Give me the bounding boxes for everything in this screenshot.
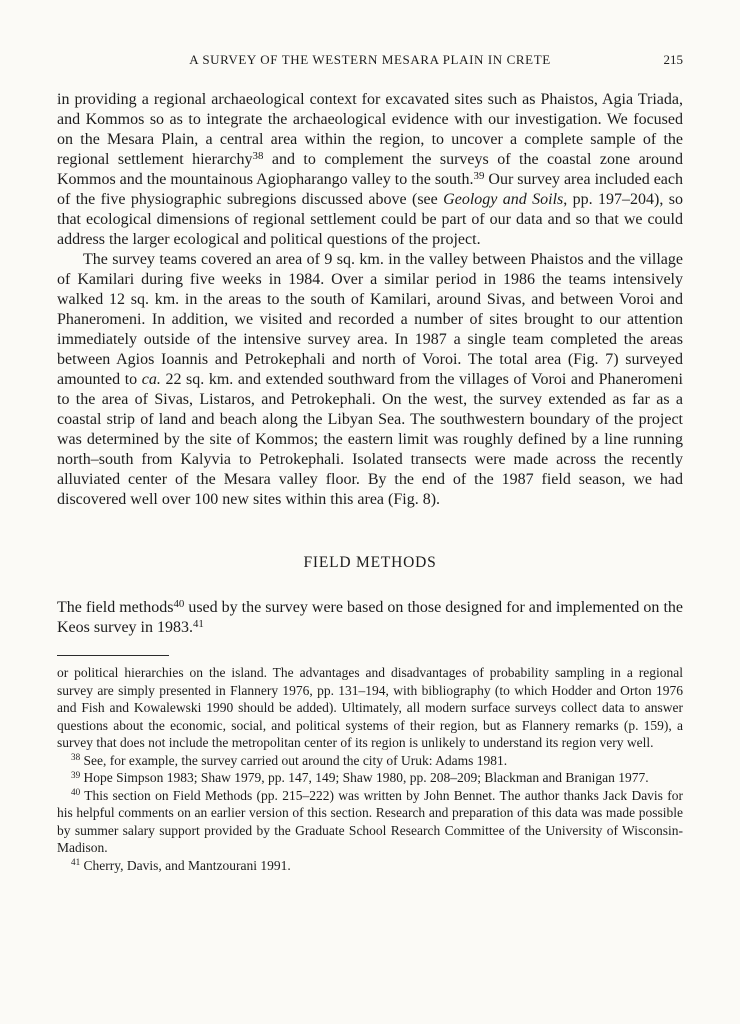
- body-text: [57, 90, 683, 510]
- page-header: [57, 52, 683, 69]
- footnote-separator-rule: [57, 655, 169, 656]
- footnote-39: $^{39}$ Hope Simpson 1983; Shaw 1979, pp. 147, 149; Shaw 1980, pp. 208–209; Blackman and Branigan 1977.: [71, 769, 649, 785]
- footnote-continuation: or political hierarchies on the island. The advantages and disadvantages of probability sampling in a regional survey are simply presented in Flannery 1976, pp. 131–194, with bibliography (to which Hodder and Orton 1976 and Fish and Kowalewski 1990 should be added). Ultimately, all modern surface surveys collect data to answer questions about the economic, social, and political systems of their region, but as Flannery remarks (p. 159), a survey that does not include the metropolitan center of its region is unlikely to understand its region very well.: [57, 665, 683, 750]
- paragraph: The survey teams covered an area of 9 sq. km. in the valley between Phaistos and the village of Kamilari during five weeks in 1984. Over a similar period in 1986 the teams intensively walked 12 sq. km. in the areas to the south of Kamilari, around Sivas, and between Voroi and Phaneromeni. In addition, we visited and recorded a number of sites brought to our attention immediately outside of the intensive survey area. In 1987 a single team completed the areas between Agios Ioannis and Petrokephali and north of Voroi. The total area (Fig. 7) surveyed amounted to ca. 22 sq. km. and extended southward from the villages of Voroi and Phaneromeni to the area of Sivas, Listaros, and Petrokephali. On the west, the survey extended as far as a coastal strip of land and beach along the Libyan Sea. The southwestern boundary of the project was determined by the site of Kommos; the eastern limit was roughly defined by a line running north–south from Kalyvia to Petrokephali. Isolated transects were made across the recently alluviated center of the Mesara valley floor. By the end of the 1987 field season, we had discovered well over 100 new sites within this area (Fig. 8).: [57, 251, 683, 508]
- footnote-40: $^{40}$ This section on Field Methods (pp. 215–222) was written by John Bennet. The author thanks Jack Davis for his helpful comments on an earlier version of this section. Research and preparation of this data was made possible by summer salary support provided by the Graduate School Research Committee of the University of Wisconsin-Madison.: [57, 787, 683, 855]
- footnote-38: $^{38}$ See, for example, the survey carried out around the city of Uruk: Adams 1981.: [71, 752, 508, 768]
- running-title: A SURVEY OF THE WESTERN MESARA PLAIN IN CRETE: [189, 52, 551, 67]
- footnote-41: $^{41}$ Cherry, Davis, and Mantzourani 1991.: [71, 857, 291, 873]
- page-number: 215: [663, 52, 683, 67]
- footnotes: [57, 664, 683, 874]
- paragraph: The field methods$^{40}$ used by the survey were based on those designed for and implemented on the Keos survey in 1983.41: [57, 598, 683, 636]
- section-heading: FIELD METHODS: [303, 554, 437, 571]
- paragraph-continuation: in providing a regional archaeological context for excavated sites such as Phaistos, Agia Triada, and Kommos so as to integrate the archaeological evidence with our investigation. We focused on the Mesara Plain, a central area within the region, to uncover a complete sample of the regional settlement hierarchy$^{38}$ and to complement the surveys of the coastal zone around Kommos and the mountainous Agiopharango valley to the south.$^{39}$ Our survey area included each of the five physiographic subregions discussed above (see Geology and Soils, pp. 197–204), so that ecological dimensions of regional settlement could be part of our data and so that we could address the larger ecological and political questions of the project.: [57, 91, 684, 248]
